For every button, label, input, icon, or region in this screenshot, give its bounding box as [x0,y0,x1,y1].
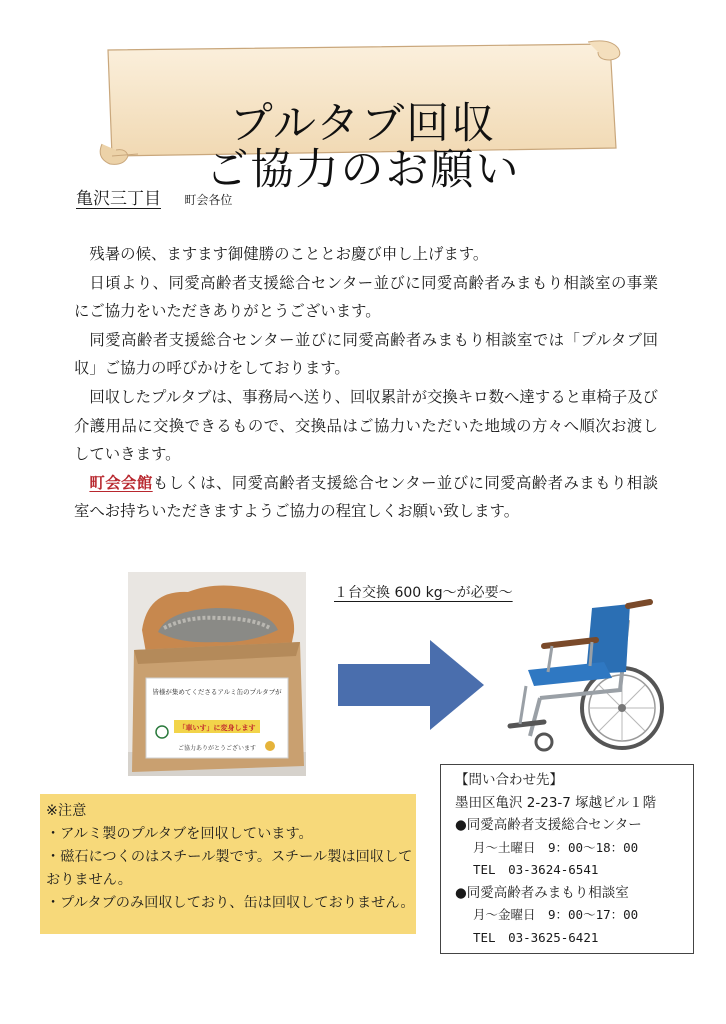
right-arrow-icon [338,640,488,730]
addressee-recipients: 町会各位 [184,193,233,207]
sign-line-3: ご協力ありがとうございます [177,745,257,752]
org2-phone: TEL 03-3625-6421 [473,929,599,945]
sign-line-1: 皆様が集めてくださるアルミ缶のプルタブが [152,688,282,696]
note-item: ・アルミ製のプルタブを回収しています。 [46,826,313,842]
org1-phone: TEL 03-3624-6541 [473,862,599,877]
dropoff-location-highlight: 町会会館 [89,473,153,492]
caution-notes [40,794,416,934]
title-scroll [98,40,628,195]
paragraph-exchange: 回収したプルタブは、事務局へ送り、回収累計が交換キロ数へ達すると車椅子及び介護用品に交換できるもので、交換品はご協力いただいた地域の方々へ順次お渡ししていきます。 [74,387,658,464]
page-title-line-1: プルタブ回収 [229,99,497,149]
paragraph-greeting: 残暑の候、ますます御健勝のこととお慶び申し上げます。 [89,245,489,263]
org2-name: ●同愛高齢者みまもり相談室 [455,884,629,901]
org2-hours: 月～金曜日 9：00～17：00 [473,907,639,922]
page-title-line-2: ご協力のお願い [205,145,521,195]
collection-box-photo [128,572,306,776]
dropoff-text: もしくは、同愛高齢者支援総合センター並びに同愛高齢者みまもり相談室へお持ちいただきますようご協力の程宜しくお願い致します。 [74,473,658,521]
org1-hours: 月～土曜日 9：00～18：00 [473,839,639,855]
note-item: ・プルタブのみ回収しており、缶は回収しておりません。 [46,895,415,911]
paragraph-dropoff [74,469,658,526]
sign-line-2: 「車いす」に変身します [178,724,256,732]
notes-heading: ※注意 [46,803,87,819]
addressee-area: 亀沢三丁目 [76,189,161,209]
note-item: ・磁石につくのはスチール製です。スチール製は回収しておりません。 [46,849,413,888]
collection-box-illustration [128,572,306,776]
paragraph-campaign: 同愛高齢者支援総合センター並びに同愛高齢者みまもり相談室では「プルタブ回収」ご協力の呼びかけをしております。 [74,330,658,378]
addressee [76,184,232,209]
letter-body [74,240,658,526]
paragraph-thanks: 日頃より、同愛高齢者支援総合センター並びに同愛高齢者みまもり相談室の事業にご協力をいただきありがとうございます。 [74,273,658,321]
wheelchair-illustration [500,590,670,760]
contact-address: 墨田区亀沢 2-23-7 塚越ビル１階 [455,794,657,811]
org1-name: ●同愛高齢者支援総合センター [455,817,642,833]
contact-heading: 【問い合わせ先】 [455,772,563,788]
exchange-requirement-note: １台交換 600 kg～が必要～ [334,585,513,601]
contact-info-box [440,764,694,954]
